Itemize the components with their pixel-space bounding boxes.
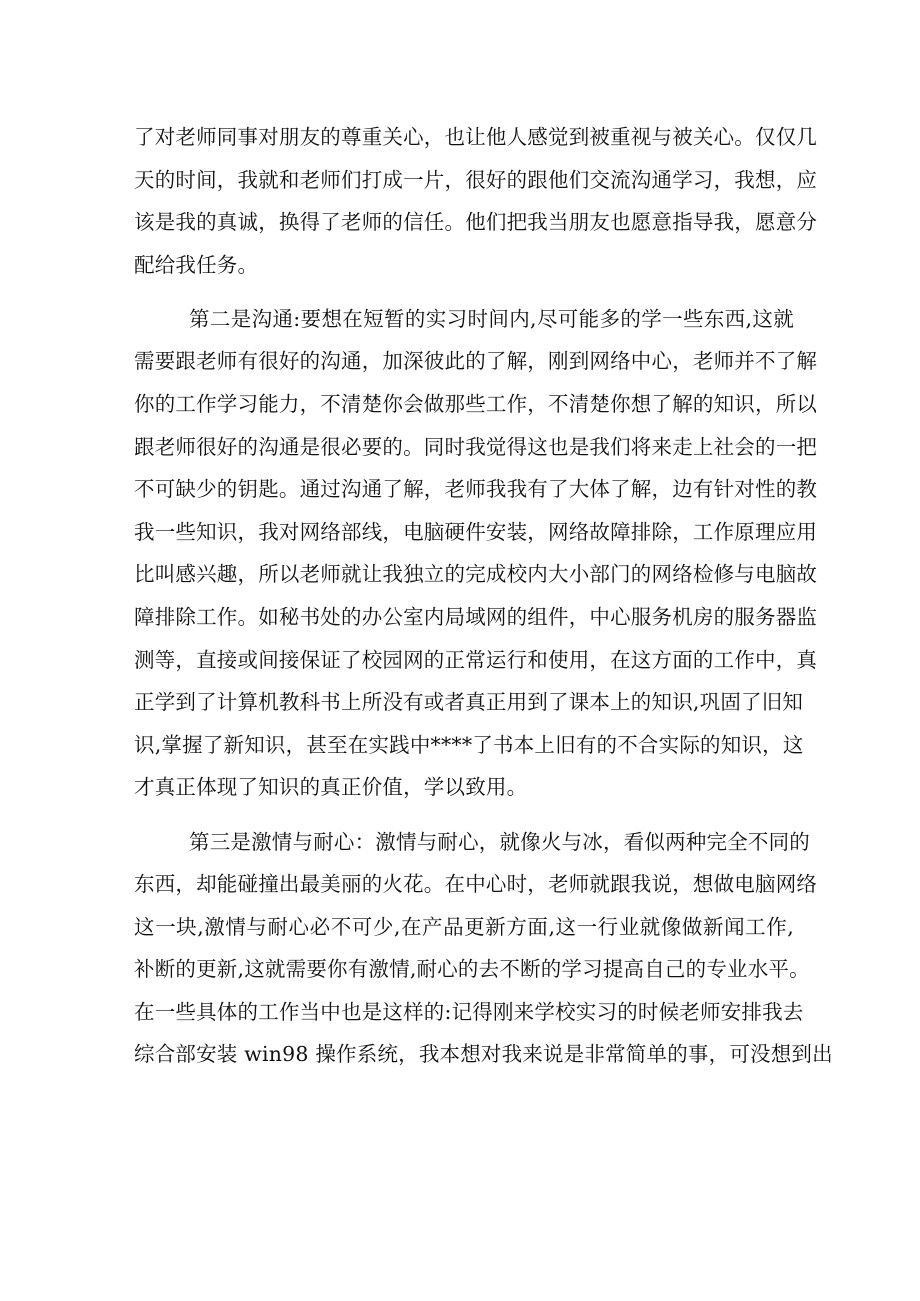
text-line: 你的工作学习能力，不清楚你会做那些工作，不清楚你想了解的知识，所以 — [134, 392, 818, 417]
text-line: 正学到了计算机教科书上所没有或者真正用到了课本上的知识,巩固了旧知 — [134, 690, 804, 715]
text-line: 了对老师同事对朋友的尊重关心，也让他人感觉到被重视与被关心。仅仅几 — [134, 125, 818, 149]
paragraph-2 — [134, 298, 818, 809]
text-line: 该是我的真诚，换得了老师的信任。他们把我当朋友也愿意指导我，愿意分 — [134, 210, 818, 235]
paragraph-gap — [134, 809, 794, 821]
text-line: 第三是激情与耐心：激情与耐心，就像火与冰，看似两种完全不同的 — [189, 829, 810, 854]
text-line: 比叫感兴趣，所以老师就让我独立的完成校内大小部门的网络检修与电脑故 — [134, 562, 818, 587]
paragraph-gap — [134, 286, 794, 298]
paragraph-1 — [134, 116, 818, 286]
text-line: 需要跟老师有很好的沟通，加深彼此的了解，刚到网络中心，老师并不了解 — [134, 349, 818, 374]
text-line: 不可缺少的钥匙。通过沟通了解，老师我我有了大体了解，边有针对性的教 — [134, 477, 818, 502]
text-line: 测等，直接或间接保证了校园网的正常运行和使用，在这方面的工作中，真 — [134, 647, 818, 672]
text-line: 这一块,激情与耐心必不可少,在产品更新方面,这一行业就像做新闻工作, — [134, 914, 794, 939]
text-line: 天的时间，我就和老师们打成一片，很好的跟他们交流沟通学习，我想，应 — [134, 167, 818, 192]
text-line: 跟老师很好的沟通是很必要的。同时我觉得这也是我们将来走上社会的一把 — [134, 434, 818, 459]
body-text — [134, 116, 833, 1076]
text-line: 综合部安装 win98 操作系统，我本想对我来说是非常简单的事，可没想到出 — [134, 1042, 833, 1067]
text-line: 第二是沟通:要想在短暂的实习时间内,尽可能多的学一些东西,这就 — [189, 306, 794, 331]
paragraph-3 — [134, 821, 833, 1077]
text-line: 识,掌握了新知识，甚至在实践中****了书本上旧有的不合实际的知识，这 — [134, 732, 804, 757]
text-line: 东西，却能碰撞出最美丽的火花。在中心时，老师就跟我说，想做电脑网络 — [134, 872, 818, 897]
text-line: 配给我任务。 — [134, 252, 259, 277]
text-line: 障排除工作。如秘书处的办公室内局域网的组件，中心服务机房的服务器监 — [134, 605, 818, 630]
text-line: 补断的更新,这就需要你有激情,耐心的去不断的学习提高自己的专业水平。 — [134, 957, 810, 982]
text-line: 我一些知识，我对网络部线，电脑硬件安装，网络故障排除，工作原理应用 — [134, 519, 818, 544]
text-line: 在一些具体的工作当中也是这样的:记得刚来学校实习的时候老师安排我去 — [134, 999, 804, 1024]
text-line: 才真正体现了知识的真正价值，学以致用。 — [134, 775, 528, 800]
